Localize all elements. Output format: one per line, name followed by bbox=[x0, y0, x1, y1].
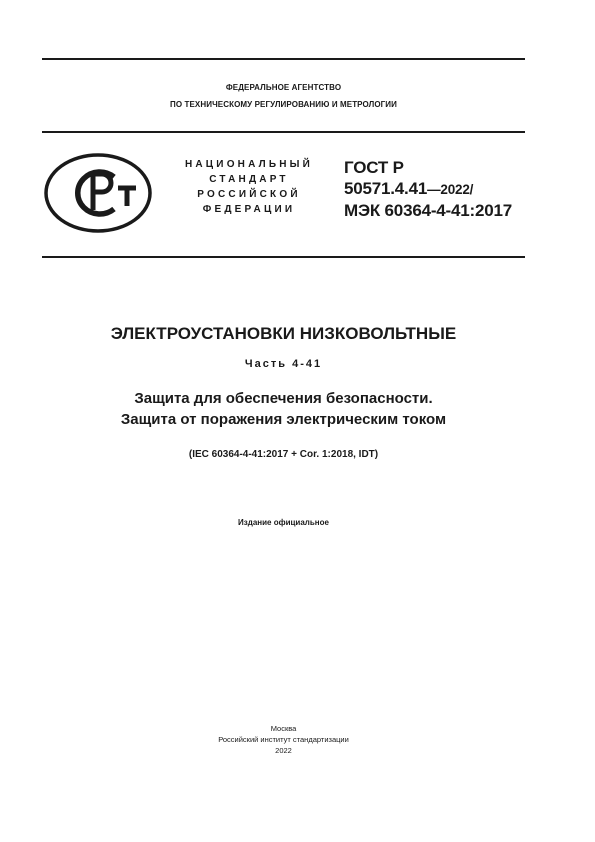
document-part: Часть 4-41 bbox=[244, 358, 323, 370]
footer-city: Москва bbox=[270, 724, 297, 733]
upper-rule bbox=[42, 131, 525, 133]
subtitle-line-1: Защита для обеспечения безопасности. bbox=[134, 390, 433, 407]
gost-designation bbox=[344, 157, 512, 221]
gost-line-3: МЭК 60364-4-41:2017 bbox=[344, 201, 512, 220]
gost-number: 50571.4.41 bbox=[344, 179, 428, 198]
subtitle-line-2: Защита от поражения электрическим током bbox=[120, 411, 447, 428]
agency-line-1: ФЕДЕРАЛЬНОЕ АГЕНТСТВО bbox=[225, 83, 342, 92]
footer-year: 2022 bbox=[275, 746, 292, 755]
national-line-2: СТАНДАРТ bbox=[209, 174, 289, 185]
rst-certification-logo-icon bbox=[42, 150, 154, 236]
footer-publisher: Российский институт стандартизации bbox=[218, 735, 349, 744]
international-reference: (IEC 60364-4-41:2017 + Cor. 1:2018, IDT) bbox=[188, 449, 379, 460]
lower-rule bbox=[42, 256, 525, 258]
national-line-3: РОССИЙСКОЙ bbox=[197, 189, 301, 200]
national-standard-block bbox=[160, 157, 338, 217]
document-title: ЭЛЕКТРОУСТАНОВКИ НИЗКОВОЛЬТНЫЕ bbox=[110, 324, 457, 343]
gost-year: —2022/ bbox=[427, 182, 474, 197]
agency-line-2: ПО ТЕХНИЧЕСКОМУ РЕГУЛИРОВАНИЮ И МЕТРОЛОГИИ bbox=[169, 100, 398, 109]
national-line-4: ФЕДЕРАЦИИ bbox=[202, 204, 296, 215]
gost-line-2 bbox=[344, 178, 512, 200]
edition-note: Издание официальное bbox=[238, 518, 329, 527]
gost-line-1: ГОСТ Р bbox=[344, 158, 404, 177]
top-rule bbox=[42, 58, 525, 60]
national-line-1: НАЦИОНАЛЬНЫЙ bbox=[184, 159, 314, 170]
